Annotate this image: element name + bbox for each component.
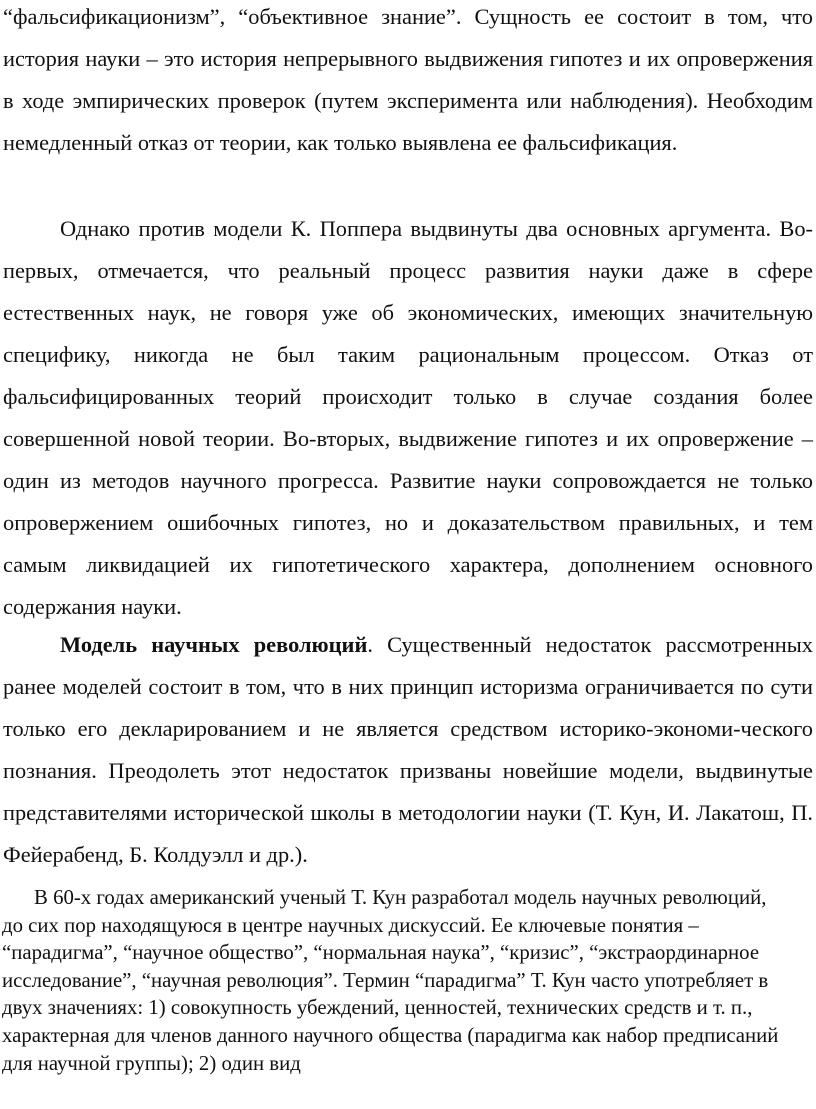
paragraph-falsification <box>3 0 813 164</box>
paragraph-3-text: . Существенный недостаток рассмотренных ранее моделей состоит в том, что в них принцип историзма ограничивается по сути только его декларированием и не является средством историко-экономи-ческого познания. Преодолеть этот недостаток призваны новейшие модели, выдвинутые представителями исторической школы в методологии науки (Т. Кун, И. Лакатош, П. Фейерабенд, Б. Колдуэлл и др.). <box>3 632 813 867</box>
paragraph-1-text: “фальсификационизм”, “объективное знание”. Сущность ее состоит в том, что история науки – это история непрерывного выдвижения гипотез и их опровержения в ходе эмпирических проверок (путем эксперимента или наблюдения). Необходим немедленный отказ от теории, как только выявлена ее фальсификация. <box>3 4 813 155</box>
paragraph-popper-critique <box>3 208 813 628</box>
paragraph-4-text: В 60-х годах американский ученый Т. Кун разработал модель научных революций, до сих пор находящуюся в центре научных дискуссий. Ее ключевые понятия – “парадигма”, “научное общество”, “нормальная наука”, “кризис”, “экстраординарное исследование”, “научная революция”. Термин “парадигма” Т. Кун часто употребляет в двух значениях: 1) совокупность убеждений, ценностей, технических средств и т. п., характерная для членов данного научного общества (парадигма как набор предписаний для научной группы); 2) один вид <box>2 886 779 1075</box>
paragraph-scientific-revolutions-model <box>3 624 813 876</box>
paragraph-2-text: Однако против модели К. Поппера выдвинуты два основных аргумента. Во-первых, отмечается, что реальный процесс развития науки даже в сфере естественных наук, не говоря уже об экономических, имеющих значительную специфику, никогда не был таким рациональным процессом. Отказ от фальсифицированных теорий происходит только в случае создания более совершенной новой теории. Во-вторых, выдвижение гипотез и их опровержение – один из методов научного прогресса. Развитие науки сопровождается не только опровержением ошибочных гипотез, но и доказательством правильных, и тем самым ликвидацией их гипотетического характера, дополнением основного содержания науки. <box>3 216 813 619</box>
section-heading: Модель научных революций <box>60 632 368 657</box>
paragraph-kuhn <box>2 884 792 1077</box>
